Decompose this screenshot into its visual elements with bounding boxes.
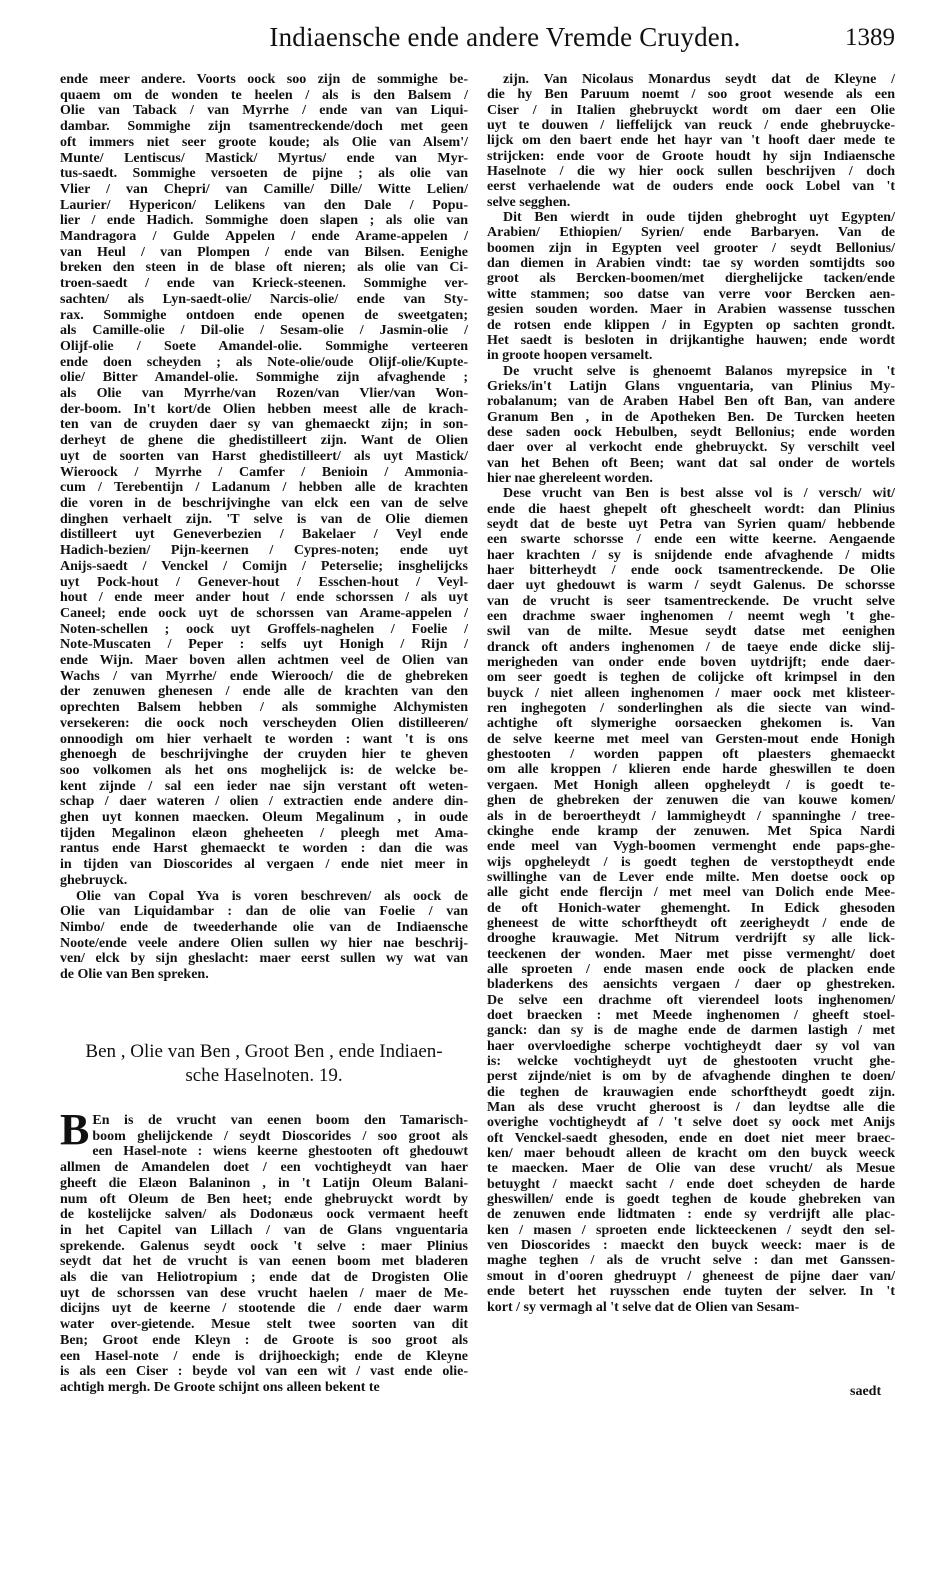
text-line: boom ghelijckende / seydt Dioscorides / soo groot als [92, 1128, 468, 1144]
text-line: ken / masen / sproeten ende lickteeckenen / seydt den sel- [487, 1222, 895, 1238]
text-line: ende Wijn. Maer boven allen achtmen veel de Olien van [60, 653, 468, 669]
text-line: Dit Ben wierdt in oude tijden ghebroght uyt Egypten/ [503, 210, 895, 226]
text-line: schap / daer wateren / olien / extractien ende andere din- [60, 794, 468, 810]
text-line: vergaen. Met Honigh alleen opgheleydt / is goedt te- [487, 777, 895, 793]
text-line: dicijns uyt de keerne / stootende die / ende daer warm [60, 1301, 468, 1317]
text-line: num oft Oleum de Ben heet; ende ghebruyckt wordt by [60, 1191, 468, 1207]
text-line: Caneel; ende oock uyt de schorssen van Arame-appelen / [60, 605, 468, 621]
text-line: Vlier / van Chepri/ van Camille/ Dille/ Witte Lelien/ [60, 181, 468, 197]
text-line: allmen de Amandelen doet / een vochtigheydt van haer [60, 1160, 468, 1176]
text-line: derheyt de ghene die ghedistilleert zijn. Want de Olien [60, 433, 468, 449]
text-line: Olijf-olie / Soete Amandel-olie. Sommighe verteeren [60, 338, 468, 354]
text-line: ganck: dan sy is de maghe ende de darmen lastigh / met [487, 1023, 895, 1039]
text-line: Grieks/in't Latijn Glans vnguentaria, van Plinius My- [487, 378, 895, 394]
text-line: ghenoegh de beschrijvinghe der cruyden hier te gheven [60, 747, 468, 763]
text-line: daer uyt ghedouwt is warm / seydt Galenus. De schorsse [487, 578, 895, 594]
text-line: ghen uyt konnen maecken. Oleum Megalinum , in oude [60, 810, 468, 826]
text-line: haer bitterheydt / ende oock tsamentreckende. De Olie [487, 563, 895, 578]
text-line: van Heul / van Plompen / ende van Bilsen. Eenighe [60, 244, 468, 260]
text-line: is: welcke vochtigheydt uyt de ghestooten vrucht ghe- [487, 1054, 895, 1069]
text-line: die hy Ben Paruum noemt / soo groot wesende als een [487, 87, 895, 103]
text-line: de kostelijcke salven/ als Dodonæus oock vermaent heeft [60, 1207, 468, 1223]
text-line: Olie van Copal Yva is voren beschreven/ als oock de [76, 888, 468, 904]
text-line: bladerkens des aensichts vergaen / daer op ghestreken. [487, 977, 895, 993]
text-line: witte stammen; soo datse van verre voor Bercken aen- [487, 286, 895, 302]
text-line: En is de vrucht van eenen boom den Tamarisch- [92, 1113, 468, 1128]
text-line: der zenuwen ghenesen / ende alle de krachten van den [60, 684, 468, 700]
text-line: dambar. Sommighe zijn tsamentreckende/doch met geen [60, 119, 468, 135]
text-line: water over-gietende. Mesue stelt twee soorten van dit [60, 1317, 468, 1333]
text-line: soo volkomen als het ons moghelijck is: de welcke be- [60, 762, 468, 778]
drop-cap: B [60, 1105, 90, 1154]
text-line: teeckenen der wonden. Maer met pisse vermenght/ doet [487, 946, 895, 962]
left-column-text [60, 72, 468, 983]
text-line: om seer goedt is teghen de colijcke oft krimpsel in den [487, 670, 895, 686]
text-line: Het saedt is besloten in drijkantighe hauwen; ende wordt [487, 332, 895, 348]
text-line: betuyght / maeckt sacht / ende doet scheyden de harde [487, 1176, 895, 1192]
text-line: gheeft die Elæon Balaninon , in 't Latijn Oleum Balani- [60, 1175, 468, 1191]
text-line: De vrucht selve is ghenoemt Balanos myrepsice in 't [503, 363, 895, 379]
text-line: de rotsen ende klippen / in Egypten op sachten grondt. [487, 317, 895, 333]
page-number: 1389 [845, 24, 895, 51]
text-line: een Hasel-note / ende is drijhoeckigh; ende de Kleyne [60, 1348, 468, 1364]
text-line: Arabien/ Ethiopien/ Syrien/ ende Barbaryen. Van de [487, 225, 895, 241]
text-line: troen-saedt / ende van Krieck-steenen. Sommighe ver- [60, 276, 468, 292]
text-line: merigheden van onder ende boven uytdrijft; ende daer- [487, 655, 895, 671]
text-line: kort / sy vermagh al 't selve dat de Olien van Sesam- [487, 1299, 800, 1315]
text-line: tus-saedt. Sommighe versoeten de pijne ; als olie van [60, 166, 468, 182]
text-line: wijs opgheleydt / is goedt teghen de verstoptheydt ende [487, 854, 895, 870]
text-line: hout / ende meer ander hout / ende schorssen / als uyt [60, 590, 468, 606]
text-line: alle sproeten / ende masen ende oock de placken ende [487, 961, 895, 977]
text-line: Noten-schellen ; oock uyt Groffels-naghelen / Foelie / [60, 621, 468, 637]
text-line: in groote hoopen versamelt. [487, 348, 653, 364]
text-line: selve segghen. [487, 194, 571, 210]
chapter-body-text [60, 1105, 468, 1396]
text-line: in tijden van Dioscorides al vergaen / ende niet meer in [60, 857, 468, 873]
text-line: seydt dat de beste uyt Petra van Syrien quam/ hebbende [487, 516, 895, 532]
text-line: ghen de ghebreken der zenuwen die van kouwe komen/ [487, 793, 895, 809]
text-line: sachten/ als Lyn-saedt-olie/ Narcis-olie/ ende van Sty- [60, 291, 468, 307]
text-line: Laurier/ Hypericon/ Lelikens van den Dale / Popu- [60, 197, 468, 213]
text-line: in het Capitel van Lillach / van de Glans vnguentaria [60, 1222, 468, 1238]
text-line: eerst verhaelende wat de ouders ende oock Lobel van 't [487, 179, 895, 195]
text-line: Olie van Liquidambar : dan de olie van Foelie / van [60, 904, 468, 920]
chapter-heading-line-1: Ben , Olie van Ben , Groot Ben , ende Indiaen- [85, 1041, 443, 1062]
text-line: ende doen scheyden ; als Note-olie/oude Olijf-olie/Kupte- [60, 354, 468, 370]
text-line: Mandragora / Gulde Appelen / ende Arame-appelen / [60, 229, 468, 245]
text-line: dan diemen in Arabien vindt: tae sy worden somtijdts soo [487, 256, 895, 272]
text-line: dinghen verhaelt zijn. 'T selve is van de Olie diemen [60, 511, 468, 527]
text-line: Haselnote / die wy hier oock sullen beschrijven / doch [487, 164, 895, 180]
text-line: van het Behen oft Been; want dat sal onder de wortels [487, 455, 895, 471]
text-line: een swarte schorsse / ende een witte keerne. Aengaende [487, 532, 895, 548]
text-line: overighe vochtigheydt af / 't selve doet sy oock met Anijs [487, 1115, 895, 1131]
text-line: hier nae ghereleent worden. [487, 470, 653, 486]
text-line: haer overvloedighe scherpe vochtigheydt daer sy vol van [487, 1038, 895, 1054]
text-line: uyt de schorssen van dese vrucht haelen / maer de Me- [60, 1285, 468, 1301]
paragraph [487, 210, 895, 363]
text-line: is als een Ciser : beyde vol van een wit / vast ende olie- [60, 1364, 468, 1380]
text-line: strijcken: ende voor de Groote houdt hy sijn Indiaensche [487, 148, 895, 164]
text-line: achtighe oft slymerighe oorsaecken ghekomen is. Van [487, 716, 895, 732]
catchword: saedt [850, 1384, 882, 1399]
text-line: om alle kroppen / klieren ende harde gheswillen te doen [487, 762, 895, 778]
text-line: dranck oft anders inghenomen / de taeye ende dicke slij- [487, 639, 895, 655]
text-line: uyt te douwen / lieffelijck van reuck / ende ghebruycke- [487, 118, 895, 134]
text-line: als Camille-olie / Dil-olie / Sesam-olie / Jasmin-olie / [60, 323, 468, 339]
text-line: rantus ende Harst ghemaeckt te worden : dan die was [60, 841, 468, 857]
text-line: Wachs / van Myrrhe/ ende Wierooch/ die de ghebreken [60, 668, 468, 684]
text-line: de oft Honich-water ghemenght. In Edick ghesoden [487, 900, 895, 916]
text-line: sprekende. Galenus seydt oock 't selve : maer Plinius [60, 1238, 468, 1254]
text-line: Note-Muscaten / Peper : selfs uyt Honigh / Rijn / [60, 637, 468, 653]
text-line: die teghen de krauwagien ende schorftheydt goedt zijn. [487, 1084, 895, 1100]
text-line: Nimbo/ ende de tweederhande olie van de Indiaensche [60, 919, 468, 935]
text-line: versekeren: die oock noch verscheyden Olien distilleeren/ [60, 715, 468, 731]
text-line: ven/ elck by sijn gheslacht: maer eerst sullen wy wat van [60, 951, 468, 967]
text-line: Noote/ende veele andere Olien sullen wy hier nae beschrij- [60, 935, 468, 951]
text-line: Wieroock / Myrrhe / Camfer / Benioin / Ammonia- [60, 464, 468, 480]
chapter-heading [60, 1040, 468, 1088]
text-line: als in de beroertheydt / lammigheydt / spanninghe / tree- [487, 808, 895, 824]
chapter-heading-line-2: sche Haselnoten. 19. [185, 1065, 343, 1086]
text-line: kent zijnde / sal een ieder nae sijn verstant oft weten- [60, 778, 468, 794]
running-title: Indiaensche ende andere Vremde Cruyden. [269, 22, 741, 52]
text-line: ckinghe ende kramp der zenuwen. Met Spica Nardi [487, 823, 895, 839]
text-line: ten van de cruyden daer sy van ghemaeckt zijn; in son- [60, 417, 468, 433]
text-line: de selve keerne met meel van Gersten-mout ende Honigh [487, 731, 895, 747]
text-line: uyt de soorten van Harst ghedistilleert/ als uyt Mastick/ [60, 448, 468, 464]
text-line: doet braecken : met Meede inghenomen / gheeft stoel- [487, 1007, 895, 1023]
text-line: lijck om den baert ende het hayr van 't hooft daer mede te [487, 133, 895, 149]
text-line: daer over al verkocht ende ghebruyckt. Sy verschilt veel [487, 440, 895, 456]
text-line: ren inghegoten / sonderlinghen als die siecte van wind- [487, 701, 895, 717]
paragraph [487, 364, 895, 487]
text-line: ghebruyck. [60, 872, 128, 888]
text-line: der-boom. In't kort/de Olien hebben meest alle de krach- [60, 401, 468, 417]
text-line: Man als dese vrucht gheroost is / dan leydtse alle die [487, 1100, 895, 1116]
text-line: Ben; Groot ende Kleyn : de Groote is soo groot als [60, 1332, 468, 1348]
paragraph [60, 1105, 468, 1396]
text-line: swillinghe van de Lever ende milte. Men doetse oock op [487, 869, 895, 885]
text-line: rax. Sommighe ontdoen ende openen de sweetgaten; [60, 307, 468, 323]
text-line: Ciser / in Italien ghebruyckt wordt om daer een Olie [487, 102, 895, 118]
text-line: oprechten Balsem hebben / als sommighe Alchymisten [60, 700, 468, 716]
text-line: tijden Megalinon elæon gheheeten / pleegh met Ama- [60, 825, 468, 841]
text-line: dese saden oock Hebulben, seydt Bellonius; ende worden [487, 424, 895, 440]
text-line: onnoodigh om hier verhaelt te worden : want 't is ons [60, 731, 468, 747]
text-line: perst zijnde/niet is om by de afvaghende dinghen te doen/ [487, 1069, 895, 1085]
text-line: swil van de milte. Mesue seydt datse met eenighen [487, 624, 895, 640]
text-line: Granum Ben , in de Apotheken Ben. De Turcken heeten [487, 409, 895, 425]
text-line: als Olie van Myrrhe/van Rozen/van Vlier/van Won- [60, 386, 468, 402]
paragraph [487, 486, 895, 1315]
text-line: De selve een drachme oft vierendeel loots inghenomen/ [487, 992, 895, 1008]
text-line: ken/ maer behoudt alleen de kracht om den buyck weeck [487, 1146, 895, 1162]
text-line: te maecken. Maer de Olie van dese vrucht/ als Mesue [487, 1161, 895, 1177]
text-line: Dese vrucht van Ben is best alsse vol is / versch/ wit/ [503, 486, 895, 502]
text-line: oft Venckel-saedt ghesoden, ende en doet niet meer braec- [487, 1130, 895, 1146]
text-line: buyck / niet alleen inghenomen / maer oock met klisteer- [487, 685, 895, 701]
text-line: ende meer andere. Voorts oock soo zijn de sommighe be- [60, 72, 468, 87]
text-line: distilleert uyt Geneverbezien / Bakelaer / Veyl ende [60, 527, 468, 543]
paragraph [487, 72, 895, 210]
text-line: Anijs-saedt / Venckel / Comijn / Peterselie; insghelijcks [60, 558, 468, 574]
text-line: seydt dat het de vrucht is van eenen boom met bladeren [60, 1254, 468, 1270]
text-line: ende meel van Vygh-boomen vermenght ende paps-ghe- [487, 839, 895, 855]
text-line: van de vrucht is seer tsamentreckende. De vrucht selve [487, 593, 895, 609]
text-line: ende betert het ruysschen ende tuyten der selver. In 't [487, 1284, 895, 1300]
text-line: olie/ Bitter Amandel-olie. Sommighe zijn afvaghende ; [60, 370, 468, 386]
text-line: Hadich-bezien/ Pijn-keernen / Cypres-noten; ende uyt [60, 543, 468, 559]
text-line: Olie van Taback / van Myrrhe / ende van van Liqui- [60, 103, 468, 119]
text-line: breken den steen in de blase oft nieren; als olie van Ci- [60, 260, 468, 276]
text-line: drooghe krauwagie. Met Nitrum verdrijft sy alle lick- [487, 931, 895, 947]
text-line: Munte/ Lentiscus/ Mastick/ Myrtus/ ende van Myr- [60, 150, 468, 166]
text-line: oft immers niet seer groote koude; als Olie van Alsem'/ [60, 134, 468, 150]
text-line: boomen zijn in Egypten veel grooter / seydt Bellonius/ [487, 240, 895, 256]
text-line: een drachme swaer inghenomen / neemt wegh 't ghe- [487, 609, 895, 625]
text-line: de zenuwen ende lidtmaten : ende sy verdrijft alle plac- [487, 1207, 895, 1223]
text-line: lier / ende Hadich. Sommighe doen slapen ; als olie van [60, 213, 468, 229]
right-column-text [487, 72, 895, 1315]
text-line: quaem om de wonden te heelen / als is den Balsem / [60, 87, 468, 103]
text-line: ghestooten / worden pappen oft plaesters ghemaeckt [487, 747, 895, 763]
text-line: gheneest de witte schorftheydt oft zeerigheydt / ende de [487, 915, 895, 931]
text-line: ende die haest ghepelt oft ghescheelt wordt: dan Plinius [487, 501, 895, 517]
text-line: gesien souden worden. Maer in Arabien wassense tusschen [487, 302, 895, 318]
text-line: haer krachten / sy is snijdende ende afvaghende / midts [487, 547, 895, 563]
text-line: uyt Pock-hout / Genever-hout / Esschen-hout / Veyl- [60, 574, 468, 590]
text-line: die voren in de beschrijvinghe van elck een van de selve [60, 495, 468, 511]
text-line: een Hasel-note : wiens keerne ghestooten oft ghedouwt [92, 1144, 468, 1160]
text-line: achtigh mergh. De Groote schijnt ons alleen bekent te [60, 1379, 380, 1395]
text-line: cum / Terebentijn / Ladanum / hebben alle de krachten [60, 480, 468, 496]
text-line: smout in d'ooren ghedruypt / gheneest de pijne daer van/ [487, 1268, 895, 1284]
text-line: zijn. Van Nicolaus Monardus seydt dat de Kleyne / [503, 72, 895, 87]
text-line: de Olie van Ben spreken. [60, 967, 209, 983]
text-line: als die van Heliotropium ; ende dat de Drogisten Olie [60, 1270, 468, 1286]
text-line: robalanum; van de Araben Habel Ben oft Ban, van andere [487, 394, 895, 410]
text-line: groot als Bercken-boomen/met dierghelijcke tacken/ende [487, 271, 895, 287]
paragraph [60, 889, 468, 983]
text-line: maghe teghen / als de vrucht selve : dan met Ganssen- [487, 1253, 895, 1269]
text-line: alle gicht ende flercijn / met meel van Dolich ende Mee- [487, 885, 895, 901]
text-line: gheswillen/ ende is goedt teghen de koude ghebreken van [487, 1192, 895, 1208]
text-line: ven Dioscorides : maeckt den buyck weeck: maer is de [487, 1238, 895, 1254]
paragraph [60, 72, 468, 889]
